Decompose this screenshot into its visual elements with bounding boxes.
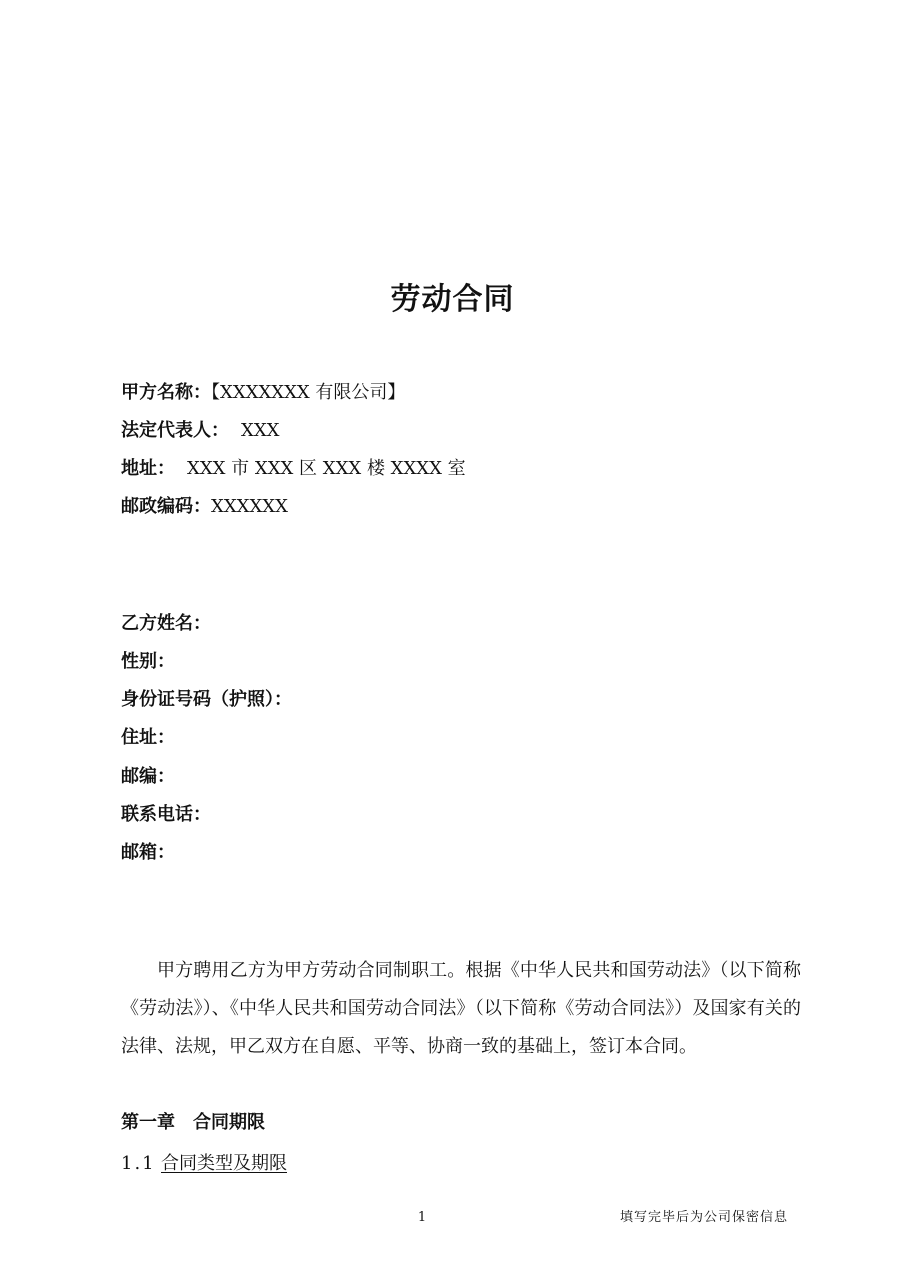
chapter-heading: 第一章 合同期限 [121,1112,265,1133]
party-a-address-value: XXX 市 XXX 区 XXX 楼 XXXX 室 [187,458,466,479]
party-a-address-label: 地址： [121,458,175,479]
party-a-postcode-label: 邮政编码： [121,496,211,517]
party-b-name-line [121,611,211,637]
party-a-address-line [121,456,466,482]
party-a-name-label: 甲方名称： [121,382,211,403]
party-b-email-label: 邮箱： [121,842,175,863]
party-b-phone-label: 联系电话： [121,804,211,825]
party-b-id-label: 身份证号码（护照）： [121,689,292,710]
party-a-representative-value: XXX [241,420,280,441]
footer-confidential-note: 填写完毕后为公司保密信息 [620,1210,789,1225]
party-b-name-label: 乙方姓名： [121,613,211,634]
party-b-id-line [121,687,292,713]
party-b-address-line [121,725,175,751]
party-b-postcode-label: 邮编： [121,766,175,787]
preamble-paragraph: 甲方聘用乙方为甲方劳动合同制职工。根据《中华人民共和国劳动法》（以下简称《劳动法》）、《中华人民共和国劳动合同法》（以下简称《劳动合同法》）及国家有关的法律、法规，甲乙双方在自愿、平等、协商一致的基础上，签订本合同。 [121,960,801,1057]
party-a-name-value: 【XXXXXXX 有限公司】 [211,382,406,403]
party-b-address-label: 住址： [121,727,175,748]
section-number: 1.1 [121,1153,156,1174]
party-b-gender-label: 性别： [121,651,175,672]
party-b-email-line [121,840,175,866]
section-heading [121,1151,287,1177]
party-a-name-line [121,380,405,406]
page-number: 1 [417,1210,427,1225]
party-a-postcode-value: XXXXXX [211,496,288,517]
party-a-postcode-line [121,494,288,520]
section-title: 合同类型及期限 [161,1153,287,1174]
party-a-representative-line [121,418,279,444]
party-a-representative-label: 法定代表人： [121,420,229,441]
document-title: 劳动合同 [390,282,515,317]
party-b-phone-line [121,802,211,828]
party-b-gender-line [121,649,175,675]
party-b-postcode-line [121,764,175,790]
